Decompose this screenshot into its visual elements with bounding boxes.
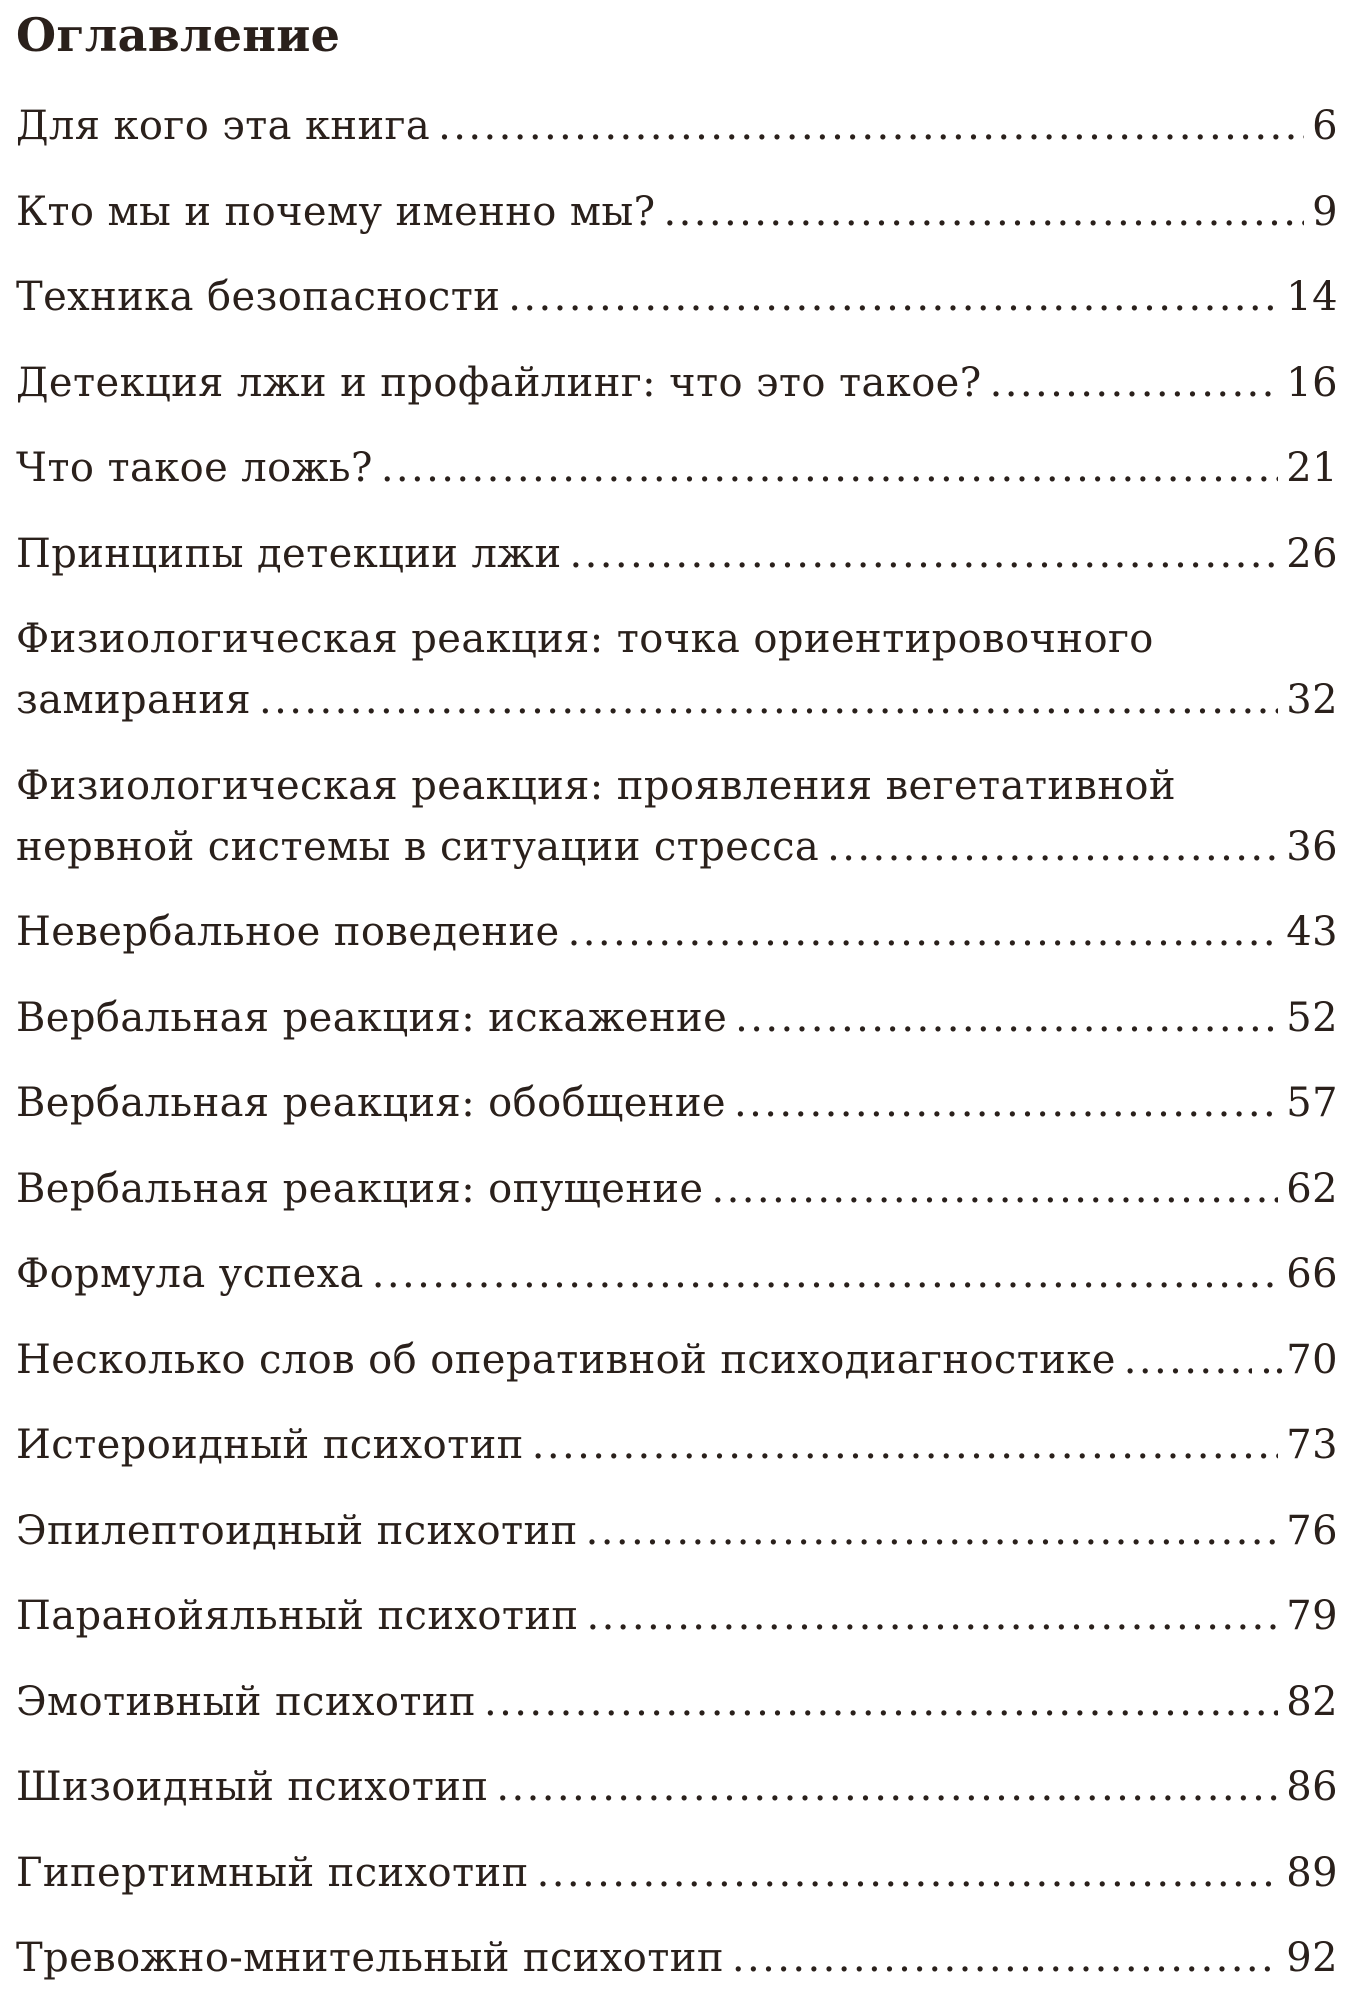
- toc-entry[interactable]: [16, 1586, 1346, 1647]
- dot-leader: [1124, 1330, 1252, 1391]
- toc-entry-page-number: 26: [1286, 530, 1338, 577]
- toc-entry-row: [16, 1073, 1346, 1134]
- toc-entry[interactable]: [16, 353, 1346, 414]
- toc-entry-row: [16, 1501, 1346, 1562]
- toc-entry[interactable]: [16, 988, 1346, 1049]
- toc-entry[interactable]: [16, 902, 1346, 963]
- toc-entry-row: [16, 1843, 1346, 1904]
- dot-leader: [372, 1244, 1279, 1305]
- toc-entry-page-number: 92: [1286, 1935, 1338, 1981]
- toc-entry-page-number: 76: [1286, 1507, 1338, 1554]
- toc-entry-page-number: ..70: [1260, 1336, 1338, 1383]
- dot-leader: [570, 524, 1279, 585]
- toc-entry-page-number: 9: [1312, 188, 1338, 235]
- toc-entry-row: [16, 1757, 1346, 1818]
- toc-entry-page-number: 79: [1286, 1593, 1338, 1639]
- toc-entry[interactable]: [16, 182, 1346, 243]
- toc-entry-row: [16, 1672, 1346, 1733]
- toc-entry-title: Принципы детекции лжи: [16, 530, 562, 577]
- toc-entry-row: [16, 182, 1346, 243]
- toc-entry-row: [16, 817, 1346, 878]
- dot-leader: [827, 817, 1278, 878]
- toc-entry[interactable]: [16, 1757, 1346, 1818]
- dot-leader: [734, 1073, 1278, 1134]
- toc-entry-page-number: 57: [1286, 1080, 1338, 1126]
- toc-entry[interactable]: [16, 96, 1346, 157]
- toc-entry-title-line: Физиологическая реакция: точка ориентировочного: [16, 616, 1154, 662]
- toc-entry-row: [16, 267, 1346, 328]
- toc-entry-title-line: Физиологическая реакция: проявления вегетативной: [16, 762, 1176, 809]
- toc-entry-row: [16, 1244, 1346, 1305]
- toc-entry-title: Тревожно-мнительный психотип: [16, 1935, 724, 1981]
- toc-entry-page-number: 52: [1286, 994, 1338, 1041]
- toc-entry-page-number: 82: [1286, 1678, 1338, 1725]
- toc-entry-row: [16, 524, 1346, 585]
- toc-entry-title: Что такое ложь?: [16, 445, 373, 491]
- toc-entry-row: [16, 670, 1346, 731]
- toc-entry-title: Формула успеха: [16, 1251, 364, 1297]
- toc-heading: Оглавление: [16, 8, 341, 62]
- toc-entry-title: Вербальная реакция: обобщение: [16, 1080, 726, 1126]
- toc-entry-title: замирания: [16, 677, 252, 723]
- toc-entry-page-number: 36: [1286, 823, 1338, 870]
- toc-entry-title: Вербальная реакция: искажение: [16, 994, 728, 1041]
- toc-entry-title: Детекция лжи и профайлинг: что это такое?: [16, 359, 982, 406]
- dot-leader: [735, 988, 1278, 1049]
- toc-entry-title: Для кого эта книга: [16, 103, 431, 149]
- toc-entry[interactable]: [16, 1073, 1346, 1134]
- toc-entry-title: Эпилептоидный психотип: [16, 1507, 578, 1554]
- toc-entry-title: нервной системы в ситуации стресса: [16, 823, 820, 870]
- toc-entry-page-number: 32: [1286, 677, 1338, 723]
- toc-entry[interactable]: [16, 1672, 1346, 1733]
- toc-entry-title: Техника безопасности: [16, 274, 501, 320]
- toc-entry[interactable]: [16, 524, 1346, 585]
- toc-list: [16, 96, 1346, 1989]
- toc-entry[interactable]: [16, 1843, 1346, 1904]
- dot-leader: [568, 902, 1279, 963]
- toc-entry[interactable]: [16, 1415, 1346, 1476]
- toc-entry-page-number: 16: [1286, 359, 1338, 406]
- toc-entry-page-number: 86: [1286, 1764, 1338, 1810]
- toc-entry-title: Несколько слов об оперативной психодиагностике: [16, 1336, 1116, 1383]
- dot-leader: [587, 1586, 1279, 1647]
- toc-entry-title: Паранойяльный психотип: [16, 1593, 579, 1639]
- toc-entry-page-number: 21: [1286, 445, 1338, 491]
- toc-entry-page-number: 66: [1286, 1251, 1338, 1297]
- toc-entry-title: Эмотивный психотип: [16, 1678, 476, 1725]
- toc-entry[interactable]: [16, 609, 1346, 731]
- toc-entry-title: Шизоидный психотип: [16, 1764, 489, 1810]
- toc-entry-title: Истероидный психотип: [16, 1422, 524, 1468]
- toc-entry-page-number: 14: [1286, 274, 1338, 320]
- dot-leader: [664, 182, 1305, 243]
- dot-leader: [496, 1757, 1278, 1818]
- toc-entry-row: [16, 1928, 1346, 1989]
- dot-leader: [438, 96, 1304, 157]
- toc-entry-page-number: 73: [1286, 1422, 1338, 1468]
- dot-leader: [712, 1159, 1279, 1220]
- toc-entry[interactable]: [16, 1330, 1346, 1391]
- toc-entry-row: [16, 438, 1346, 499]
- toc-entry[interactable]: [16, 438, 1346, 499]
- toc-entry[interactable]: [16, 1928, 1346, 1989]
- toc-entry-row: [16, 902, 1346, 963]
- toc-entry-page-number: 43: [1286, 909, 1338, 955]
- toc-entry-page-number: 6: [1312, 103, 1338, 149]
- toc-entry-title: Вербальная реакция: опущение: [16, 1165, 704, 1212]
- dot-leader: [259, 670, 1278, 731]
- toc-entry[interactable]: [16, 1244, 1346, 1305]
- toc-entry[interactable]: [16, 267, 1346, 328]
- toc-entry-row: [16, 1415, 1346, 1476]
- dot-leader: [381, 438, 1278, 499]
- toc-entry[interactable]: [16, 756, 1346, 878]
- toc-entry-row: [16, 988, 1346, 1049]
- dot-leader: [990, 353, 1279, 414]
- toc-entry-page-number: 62: [1286, 1165, 1338, 1212]
- toc-entry-row: [16, 1330, 1346, 1391]
- dot-leader: [537, 1843, 1279, 1904]
- toc-entry[interactable]: [16, 1501, 1346, 1562]
- toc-entry-row: [16, 96, 1346, 157]
- toc-entry-title: Невербальное поведение: [16, 909, 560, 955]
- dot-leader: [508, 267, 1278, 328]
- dot-leader: [532, 1415, 1279, 1476]
- toc-entry-title: Кто мы и почему именно мы?: [16, 188, 656, 235]
- toc-entry[interactable]: [16, 1159, 1346, 1220]
- toc-entry-row: [16, 1159, 1346, 1220]
- toc-entry-title: Гипертимный психотип: [16, 1849, 529, 1896]
- toc-entry-page-number: 89: [1286, 1849, 1338, 1896]
- toc-page: [16, 0, 1346, 2014]
- toc-entry-row: [16, 1586, 1346, 1647]
- dot-leader: [484, 1672, 1278, 1733]
- dot-leader: [732, 1928, 1278, 1989]
- toc-entry-row: [16, 353, 1346, 414]
- dot-leader: [586, 1501, 1279, 1562]
